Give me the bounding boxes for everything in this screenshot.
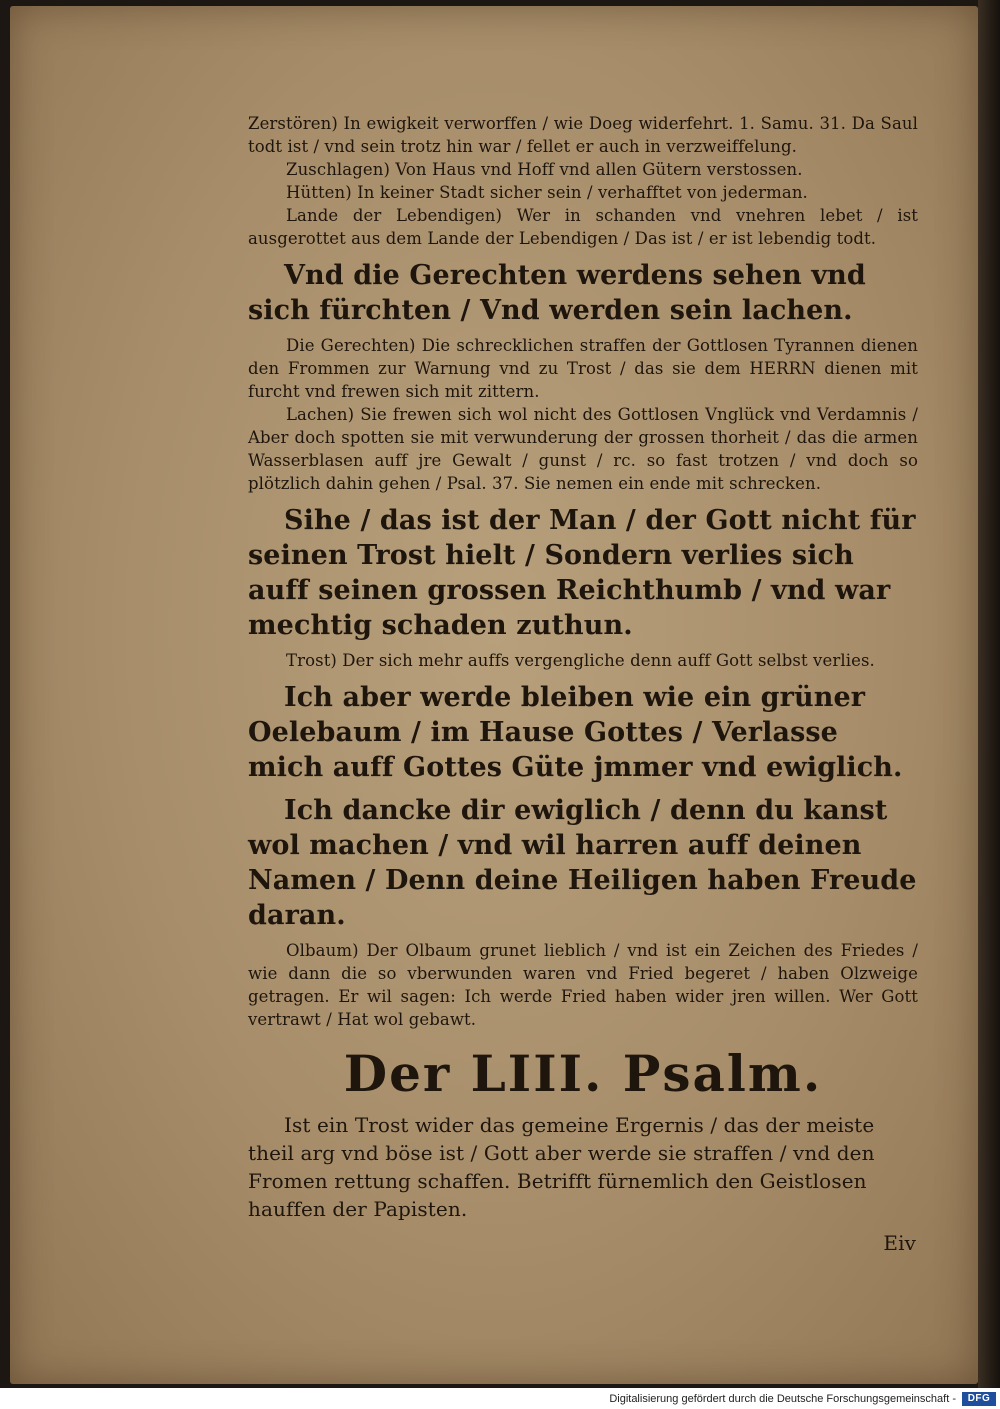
gloss-huetten: Hütten) In keiner Stadt sicher sein / verhafftet von jederman. (286, 183, 808, 202)
footer-credit: Digitalisierung gefördert durch die Deutsche Forschungsgemeinschaft - (609, 1392, 956, 1405)
verse-gerechten: Vnd die Gerechten werdens sehen vnd sich fürchten / Vnd werden sein lachen. (248, 260, 866, 326)
page-text (248, 112, 918, 1255)
verse-dancke: Ich dancke dir ewiglich / denn du kanst wol machen / vnd wil harren auff deinen Namen / Denn deine Heiligen haben Freude daran. (248, 795, 917, 931)
gloss-zerstoeren: Zerstören) In ewigkeit verworffen / wie Doeg widerfehrt. 1. Samu. 31. Da Saul todt ist / vnd sein trotz hin war / fellet er auch in verzweiffelung. (248, 114, 918, 156)
gloss-trost: Trost) Der sich mehr auffs vergengliche denn auff Gott selbst verlies. (286, 651, 875, 670)
catchword: Eiv (883, 1231, 916, 1255)
verse-oelebaum: Ich aber werde bleiben wie ein grüner Oelebaum / im Hause Gottes / Verlasse mich auff Gottes Güte jmmer vnd ewiglich. (248, 682, 903, 783)
psalm-heading: Der LIII. Psalm. (343, 1044, 823, 1103)
gloss-lachen: Lachen) Sie frewen sich wol nicht des Gottlosen Vnglück vnd Verdamnis / Aber doch spotten sie mit verwunderung der grossen thorheit / das die armen Wasserblasen auff jre Gewalt / gunst / rc. so fast trotzen / vnd doch so plötzlich dahin gehen / Psal. 37. Sie nemen ein ende mit schrecken. (248, 405, 918, 493)
gloss-zuschlagen: Zuschlagen) Von Haus vnd Hoff vnd allen Gütern verstossen. (286, 160, 803, 179)
footer-bar (0, 1388, 1000, 1409)
verse-sihe: Sihe / das ist der Man / der Gott nicht für seinen Trost hielt / Sondern verlies sich auff seinen grossen Reichthumb / vnd war mechtig schaden zuthun. (248, 505, 916, 641)
book-binding-edge (978, 0, 1000, 1388)
gloss-olbaum: Olbaum) Der Olbaum grunet lieblich / vnd ist ein Zeichen des Friedes / wie dann die so vberwunden waren vnd Fried begeret / haben Olzweige getragen. Er wil sagen: Ich werde Fried haben wider jren willen. Wer Gott vertrawt / Hat wol gebawt. (248, 941, 918, 1029)
gloss-lande: Lande der Lebendigen) Wer in schanden vnd vnehren lebet / ist ausgerottet aus dem Lande der Lebendigen / Das ist / er ist lebendig todt. (248, 206, 918, 248)
dfg-logo: DFG (962, 1392, 996, 1406)
gloss-die-gerechten: Die Gerechten) Die schrecklichen straffen der Gottlosen Tyrannen dienen den Frommen zur Warnung vnd zu Trost / das sie dem HERRN dienen mit furcht vnd frewen sich mit zittern. (248, 336, 918, 401)
psalm-summary: Ist ein Trost wider das gemeine Ergernis / das der meiste theil arg vnd böse ist / Gott aber werde sie straffen / vnd den Fromen rettung schaffen. Betrifft fürnemlich den Geistlosen hauffen der Papisten. (248, 1113, 875, 1221)
